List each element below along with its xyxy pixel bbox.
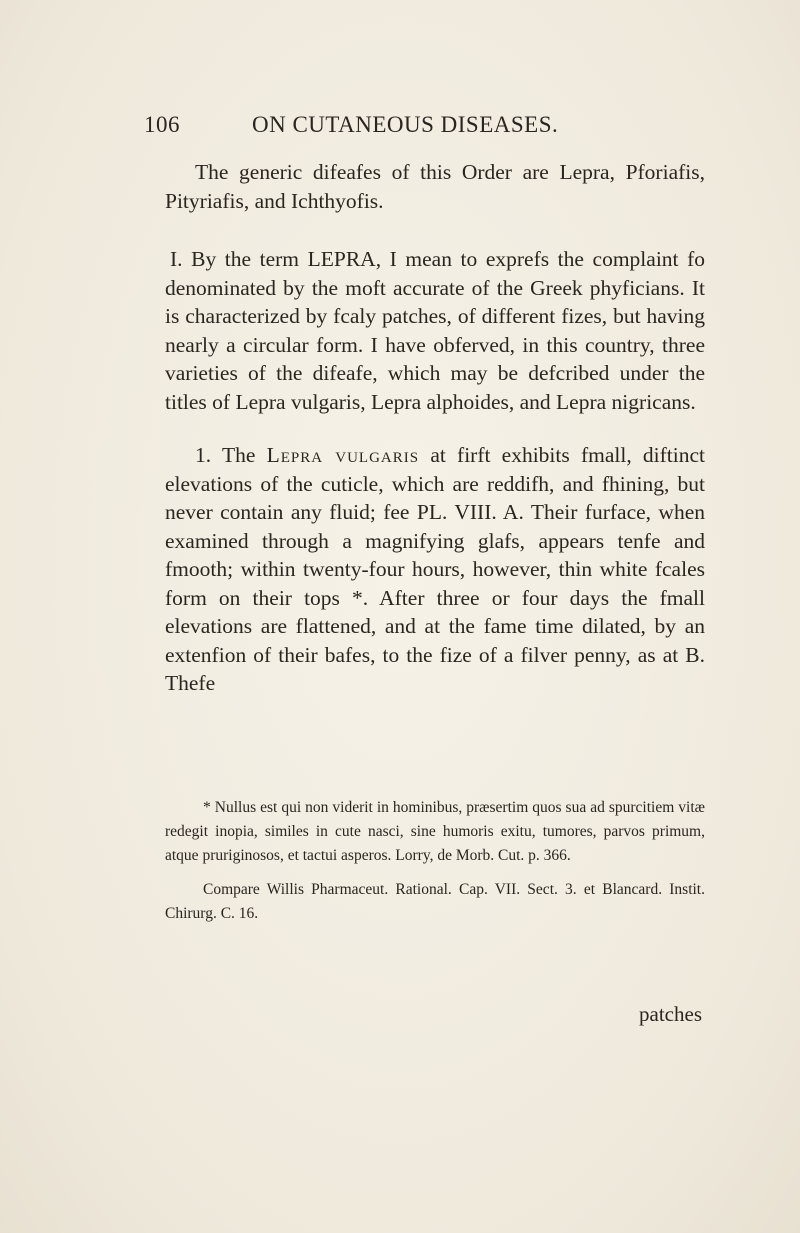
body-text <box>165 158 705 698</box>
paragraph-lepra: I. By the term LEPRA, I mean to exprefs the complaint fo denominated by the moft accurate of the Greek phyficians. It is characterized by fcaly patches, of different fizes, but having nearly a circular form. I have obferved, in this country, three varieties of the difeafe, which may be defcribed under the titles of Lepra vulgaris, Lepra alphoides, and Lepra nigricans. <box>165 247 705 414</box>
catchword: patches <box>639 1002 702 1026</box>
paragraph-lepra-vulgaris <box>165 441 705 698</box>
page-number: 106 <box>144 112 180 137</box>
paragraph-generic-diseases: The generic difeafes of this Order are Lepra, Pforiafis, Pityriafis, and Ichthyofis. <box>165 160 705 213</box>
footnote-lorry: * Nullus est qui non viderit in hominibus, præsertim quos sua ad spurcitiem vitæ redegit inopia, similes in cute nasci, sine humoris exitu, tumores, parvos primum, atque pruriginosos, et tactui asperos. Lorry, de Morb. Cut. p. 366. <box>165 799 705 864</box>
paragraph-text: at firft exhibits fmall, diftinct elevations of the cuticle, which are reddifh, and fhining, but never contain any fluid; fee PL. VIII. A. Their furface, when examined through a magnifying glafs, appears tenfe and fmooth; within twenty-four hours, however, thin white fcales form on their tops *. After three or four days the fmall elevations are flattened, and at the fame time dilated, by an extenfion of their bafes, to the fize of a filver penny, as at B. Thefe <box>165 443 705 695</box>
paragraph-lead-word: The <box>221 443 256 467</box>
footnote-willis: Compare Willis Pharmaceut. Rational. Cap. VII. Sect. 3. et Blancard. Instit. Chirurg. C. 16. <box>165 881 705 922</box>
running-head: ON CUTANEOUS DISEASES. <box>252 112 559 137</box>
paragraph-number: 1. <box>195 443 212 467</box>
disease-name: Lepra vulgaris <box>266 443 420 467</box>
page-header <box>144 112 634 142</box>
footnotes <box>165 796 705 926</box>
